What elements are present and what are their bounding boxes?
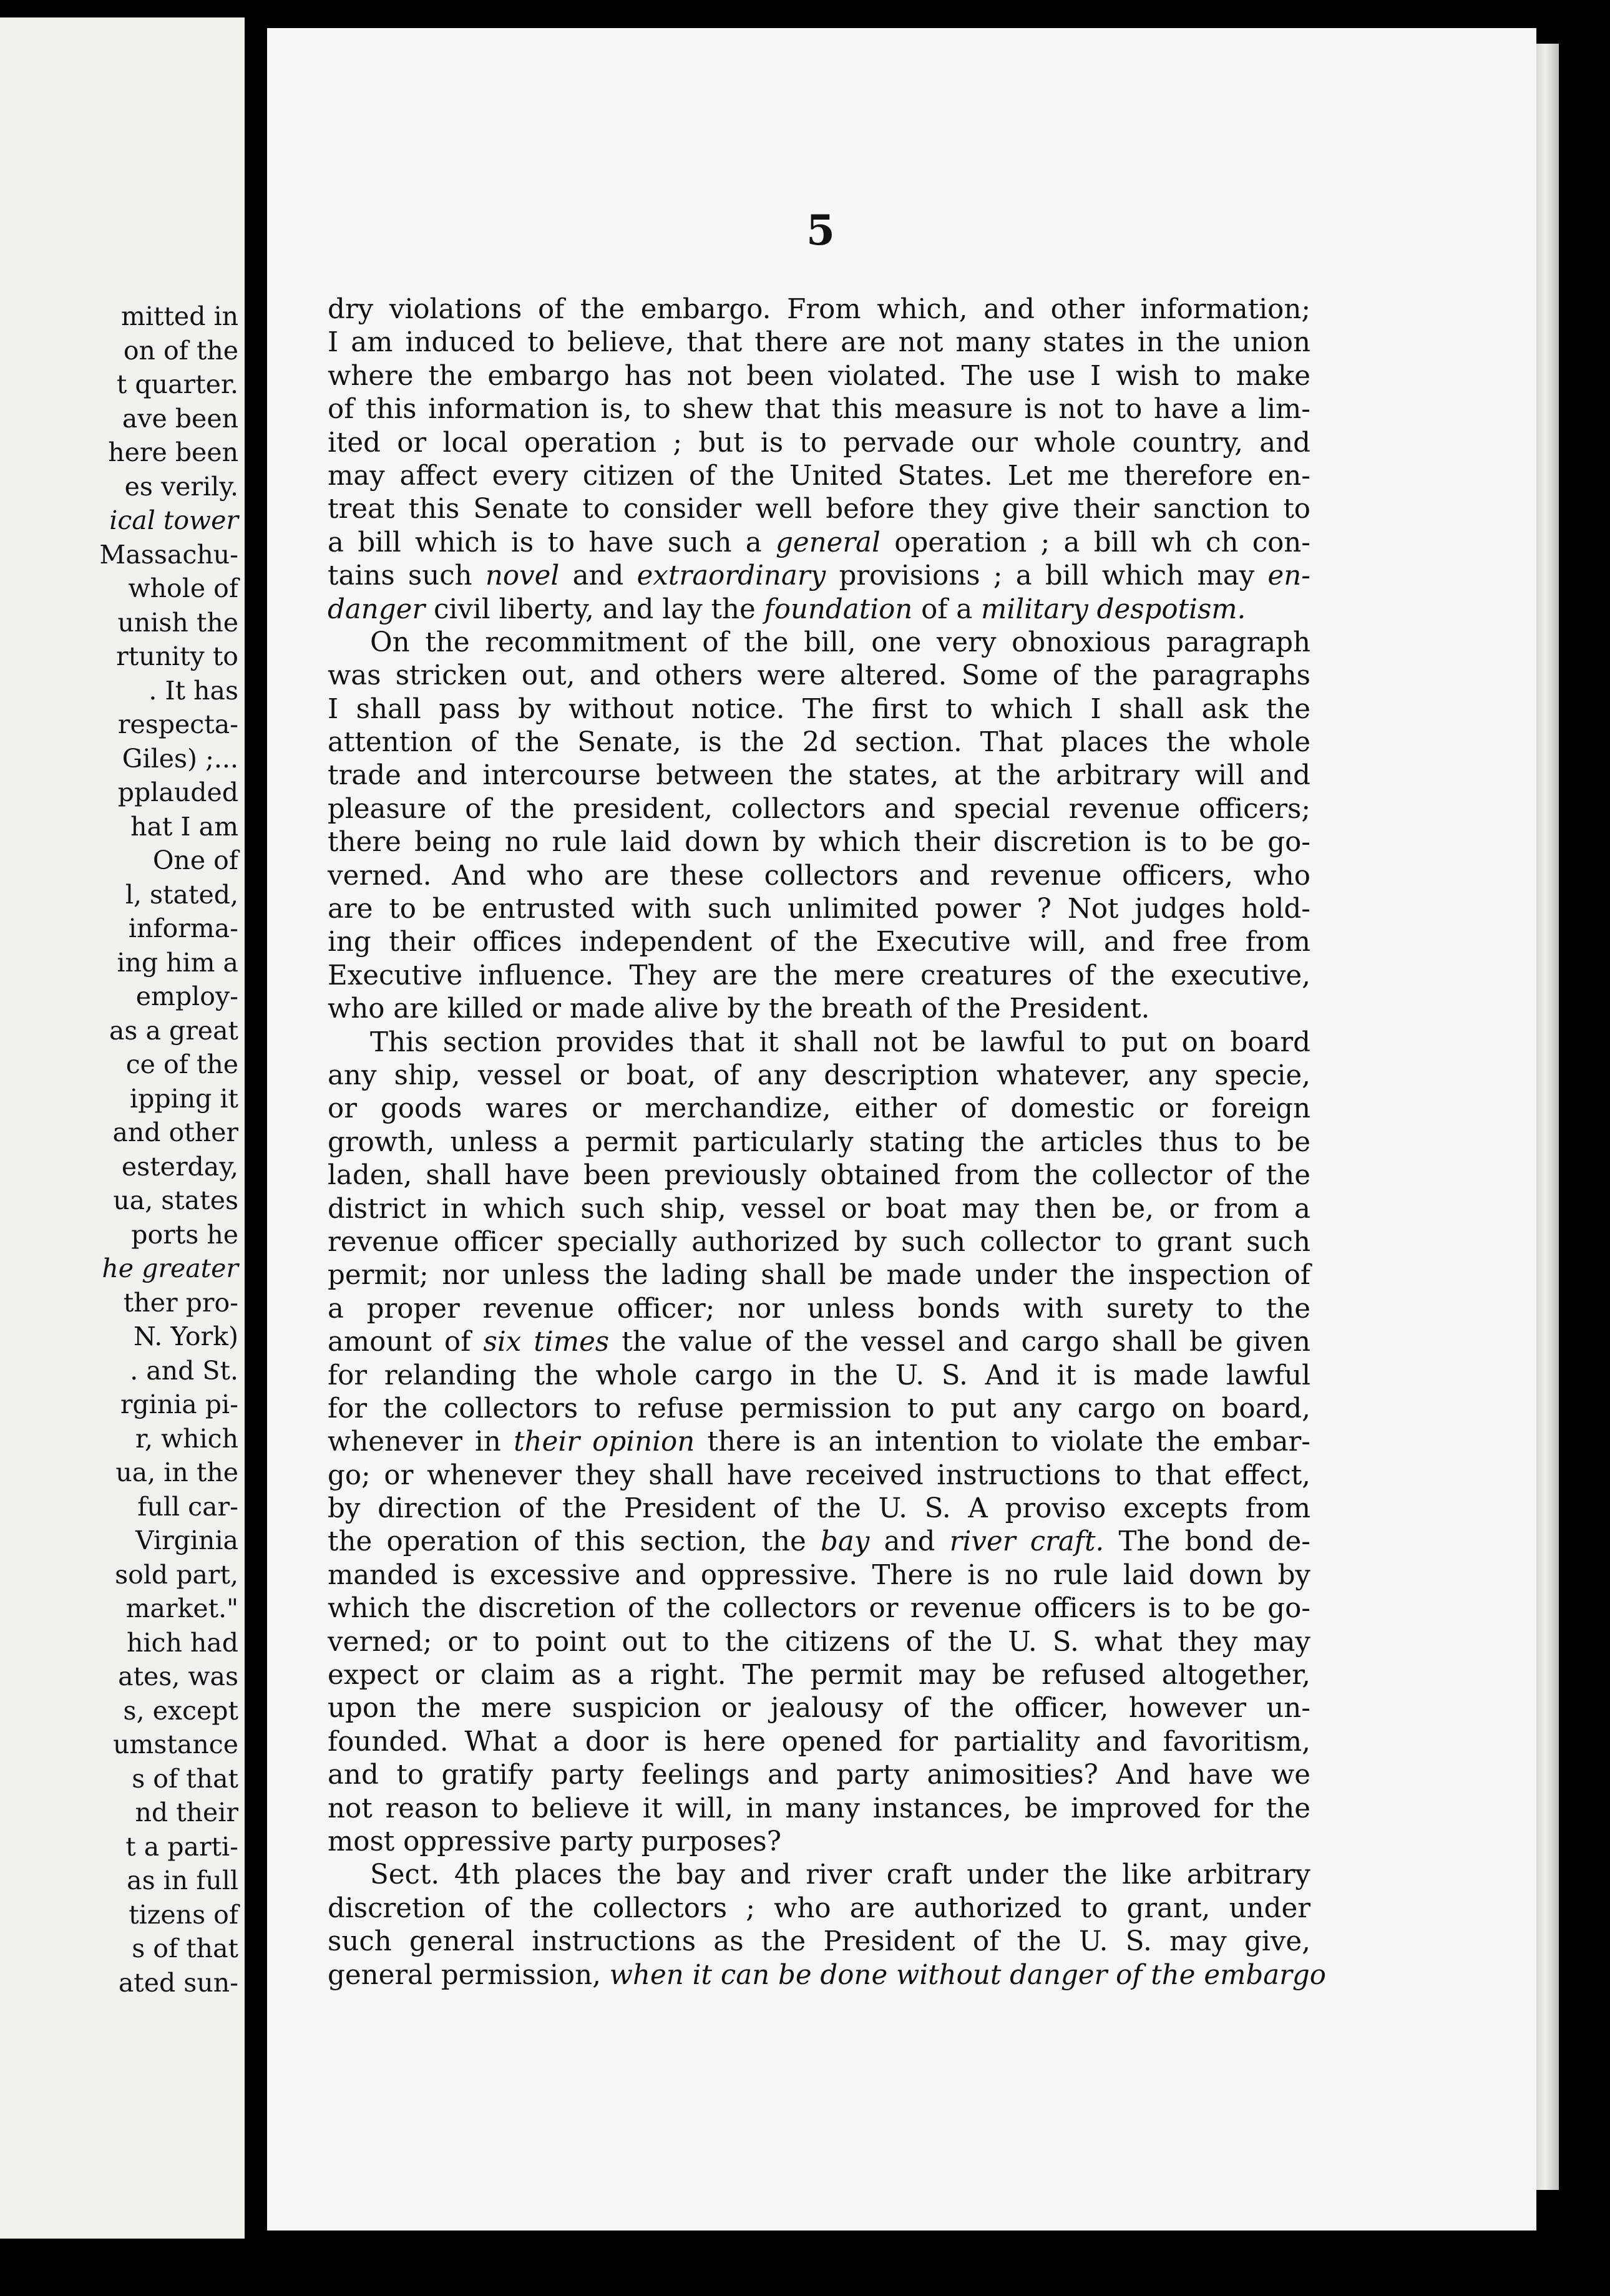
text-run: treat this Senate to consider well before they give their sanction to bbox=[328, 494, 1310, 525]
italic-text: bay bbox=[821, 1526, 870, 1558]
text-line bbox=[328, 693, 1310, 726]
text-line bbox=[328, 560, 1310, 593]
left-page-line: hich had bbox=[126, 1627, 238, 1658]
text-line bbox=[328, 626, 1310, 659]
text-run: verned. And who are these collectors and revenue officers, who bbox=[328, 860, 1310, 892]
left-page-line: ing him a bbox=[117, 947, 238, 978]
italic-text: novel bbox=[485, 560, 560, 592]
text-run: I am induced to believe, that there are not many states in the union bbox=[328, 327, 1310, 359]
text-run: attention of the Senate, is the 2d section. That places the whole bbox=[328, 727, 1310, 759]
italic-text: their opinion bbox=[514, 1426, 695, 1458]
left-page-line: esterday, bbox=[121, 1151, 238, 1182]
left-page-line: ua, in the bbox=[115, 1457, 238, 1487]
text-run: a bill which is to have such a bbox=[328, 527, 776, 558]
text-run: operation ; a bill wh ch con- bbox=[880, 527, 1310, 558]
text-line bbox=[328, 1059, 1310, 1092]
text-line bbox=[328, 1492, 1310, 1525]
left-page-line: here been bbox=[108, 437, 238, 467]
left-page-line: employ- bbox=[135, 981, 238, 1011]
left-page-line: full car- bbox=[137, 1491, 238, 1522]
text-line bbox=[328, 1726, 1310, 1759]
left-page-line: t quarter. bbox=[116, 369, 238, 399]
text-run: the value of the vessel and cargo shall be given bbox=[609, 1326, 1310, 1358]
text-run: of this information is, to shew that this measure is not to have a lim- bbox=[328, 394, 1310, 426]
text-run: verned; or to point out to the citizens of the U. S. what they may bbox=[328, 1626, 1310, 1658]
text-run: not reason to believe it will, in many instances, be improved for the bbox=[328, 1793, 1310, 1824]
text-line bbox=[328, 1159, 1310, 1192]
text-run: amount of bbox=[328, 1326, 484, 1358]
text-run: any ship, vessel or boat, of any description whatever, any specie, bbox=[328, 1059, 1310, 1091]
text-line bbox=[328, 1626, 1310, 1659]
page-number: 5 bbox=[806, 206, 835, 255]
text-line bbox=[328, 1193, 1310, 1226]
text-line bbox=[328, 360, 1310, 393]
text-run: or goods wares or merchandize, either of domestic or foreign bbox=[328, 1093, 1310, 1125]
text-run: the operation of this section, the bbox=[328, 1526, 821, 1558]
text-run: upon the mere suspicion or jealousy of the officer, however un- bbox=[328, 1693, 1310, 1724]
italic-text: military despotism. bbox=[981, 593, 1246, 625]
text-run: district in which such ship, vessel or boat may then be, or from a bbox=[328, 1193, 1310, 1225]
left-page-line: t a parti- bbox=[125, 1831, 238, 1862]
text-line bbox=[328, 1259, 1310, 1292]
left-page-line: ipping it bbox=[130, 1083, 238, 1114]
text-line bbox=[328, 1692, 1310, 1725]
text-line bbox=[328, 960, 1310, 993]
text-run: was stricken out, and others were altered. Some of the paragraphs bbox=[328, 660, 1310, 692]
text-run: ited or local operation ; but is to pervade our whole country, and bbox=[328, 427, 1310, 459]
text-line bbox=[328, 1126, 1310, 1159]
left-page-line: rtunity to bbox=[116, 641, 238, 671]
text-line bbox=[328, 460, 1310, 493]
left-page-line: One of bbox=[152, 845, 238, 875]
text-run: and bbox=[559, 560, 637, 592]
text-line bbox=[328, 427, 1310, 460]
left-page-line: hat I am bbox=[130, 811, 238, 842]
text-line bbox=[328, 1859, 1310, 1892]
left-page-line: s of that bbox=[132, 1934, 238, 1963]
left-page-line: market." bbox=[125, 1593, 238, 1623]
text-run: trade and intercourse between the states, at the arbitrary will and bbox=[328, 760, 1310, 792]
text-run: tains such bbox=[328, 560, 485, 592]
text-line bbox=[328, 793, 1310, 826]
text-run: growth, unless a permit particularly stating the articles thus to be bbox=[328, 1126, 1310, 1158]
left-page-line: mitted in bbox=[120, 301, 238, 331]
left-page-line: informa- bbox=[128, 913, 238, 943]
left-page-line: ports he bbox=[131, 1219, 238, 1250]
text-run: founded. What a door is here opened for partiality and favoritism, bbox=[328, 1726, 1310, 1758]
text-run: there is an intention to violate the embar- bbox=[695, 1426, 1310, 1458]
text-run: and bbox=[869, 1526, 950, 1558]
text-run: manded is excessive and oppressive. There is no rule laid down by bbox=[328, 1559, 1310, 1591]
text-line bbox=[328, 759, 1310, 792]
text-run: may affect every citizen of the United States. Let me therefore en- bbox=[328, 460, 1310, 492]
left-page-line: ua, states bbox=[113, 1185, 238, 1215]
left-page-line: unish the bbox=[117, 607, 238, 638]
text-line bbox=[328, 1393, 1310, 1426]
italic-text: general bbox=[775, 527, 881, 558]
text-line bbox=[328, 1525, 1310, 1559]
italic-text: foundation bbox=[764, 593, 913, 625]
text-line bbox=[328, 527, 1310, 560]
text-line bbox=[328, 1793, 1310, 1826]
text-run: a proper revenue officer; nor unless bonds with surety to the bbox=[328, 1293, 1310, 1325]
text-run: dry violations of the embargo. From which, and other information; bbox=[328, 294, 1310, 325]
text-line bbox=[328, 1759, 1310, 1792]
italic-text: six times bbox=[483, 1326, 610, 1358]
text-run: of a bbox=[912, 593, 982, 625]
left-page-line: N. York) bbox=[134, 1321, 238, 1351]
text-run: permit; nor unless the lading shall be made under the inspection of bbox=[328, 1260, 1310, 1292]
text-run: most oppressive party purposes? bbox=[328, 1826, 782, 1857]
book-gutter bbox=[245, 0, 262, 2296]
page-edge bbox=[1536, 44, 1559, 2190]
text-line bbox=[328, 1959, 1326, 1992]
text-line bbox=[328, 1459, 1310, 1492]
left-page-line: on of the bbox=[123, 335, 238, 366]
text-line bbox=[328, 293, 1310, 326]
left-page-line: Massachu- bbox=[99, 539, 238, 570]
text-line bbox=[328, 659, 1310, 693]
text-line bbox=[328, 926, 1310, 959]
text-line bbox=[328, 1293, 1310, 1326]
left-page-line: Virginia bbox=[135, 1525, 238, 1555]
italic-text: when it can be done without danger of the embargo bbox=[609, 1959, 1326, 1991]
left-page-line: ical tower bbox=[109, 505, 238, 535]
left-page-line: ave been bbox=[122, 403, 238, 434]
left-page-fragment bbox=[0, 17, 245, 2239]
text-line bbox=[328, 1592, 1310, 1625]
text-line bbox=[328, 1360, 1310, 1393]
left-page-line: l, stated, bbox=[125, 879, 238, 910]
left-page-line: es verily. bbox=[124, 471, 238, 502]
text-line bbox=[328, 826, 1310, 859]
left-page-line: ce of the bbox=[125, 1049, 238, 1079]
text-line bbox=[328, 1226, 1310, 1259]
text-run: revenue officer specially authorized by such collector to grant such bbox=[328, 1226, 1310, 1258]
italic-text: en- bbox=[1267, 560, 1310, 592]
text-run: where the embargo has not been violated. The use I wish to make bbox=[328, 360, 1310, 392]
left-page-line: he greater bbox=[102, 1253, 238, 1283]
text-line bbox=[328, 1826, 1310, 1859]
left-page-text-column bbox=[7, 299, 238, 2000]
text-line bbox=[328, 860, 1310, 893]
left-page-line: ther pro- bbox=[123, 1287, 238, 1318]
text-run: whenever in bbox=[328, 1426, 514, 1458]
left-page-line: nd their bbox=[135, 1797, 238, 1827]
text-run: This section provides that it shall not be lawful to put on board bbox=[370, 1026, 1310, 1058]
italic-text: river craft. bbox=[949, 1526, 1105, 1558]
text-line bbox=[328, 326, 1310, 359]
text-line bbox=[328, 1092, 1310, 1126]
text-run: laden, shall have been previously obtained from the collector of the bbox=[328, 1160, 1310, 1192]
italic-text: danger bbox=[328, 593, 426, 625]
text-run: On the recommitment of the bill, one very obnoxious paragraph bbox=[370, 626, 1310, 658]
text-line bbox=[328, 1026, 1310, 1059]
text-run: general permission, bbox=[328, 1959, 610, 1991]
text-line bbox=[328, 493, 1310, 526]
text-run: civil liberty, and lay the bbox=[425, 593, 764, 625]
left-page-line: rginia pi- bbox=[120, 1389, 238, 1419]
text-run: go; or whenever they shall have received instructions to that effect, bbox=[328, 1459, 1310, 1491]
left-page-line: r, which bbox=[135, 1423, 238, 1454]
text-run: expect or claim as a right. The permit may be refused altogether, bbox=[328, 1660, 1310, 1691]
text-run: I shall pass by without notice. The first to which I shall ask the bbox=[328, 693, 1310, 725]
left-page-line: s of that bbox=[132, 1763, 238, 1794]
left-page-line: and other bbox=[112, 1117, 238, 1147]
page-body-text bbox=[328, 293, 1326, 1992]
text-run: for the collectors to refuse permission to put any cargo on board, bbox=[328, 1393, 1310, 1424]
text-run: pleasure of the president, collectors and special revenue officers; bbox=[328, 793, 1310, 825]
left-page-line: whole of bbox=[128, 573, 238, 603]
text-line bbox=[328, 993, 1310, 1026]
left-page-line: as in full bbox=[127, 1865, 238, 1895]
text-run: such general instructions as the President of the U. S. may give, bbox=[328, 1926, 1310, 1958]
left-page-line: . and St. bbox=[130, 1355, 238, 1386]
text-run: discretion of the collectors ; who are authorized to grant, under bbox=[328, 1892, 1310, 1924]
text-line bbox=[328, 1659, 1310, 1692]
text-run: ing their offices independent of the Executive will, and free from bbox=[328, 927, 1310, 958]
text-run: The bond de- bbox=[1104, 1526, 1310, 1558]
text-run: there being no rule laid down by which their discretion is to be go- bbox=[328, 827, 1310, 859]
left-page-line: ated sun- bbox=[118, 1967, 238, 1998]
text-run: provisions ; a bill which may bbox=[826, 560, 1268, 592]
text-line bbox=[328, 1925, 1310, 1958]
left-page-line: tizens of bbox=[129, 1899, 238, 1930]
left-page-line: respecta- bbox=[117, 709, 238, 739]
text-run: for relanding the whole cargo in the U. S. And it is made lawful bbox=[328, 1360, 1310, 1391]
left-page-line: . It has bbox=[149, 675, 238, 706]
text-run: which the discretion of the collectors or revenue officers is to be go- bbox=[328, 1593, 1310, 1625]
text-line bbox=[328, 1426, 1310, 1459]
left-page-line: Giles) ;... bbox=[122, 743, 238, 774]
left-page-line: s, except bbox=[123, 1695, 238, 1726]
text-line bbox=[328, 1892, 1310, 1925]
text-line bbox=[328, 1326, 1310, 1359]
left-page-line: ates, was bbox=[118, 1661, 238, 1691]
text-run: and to gratify party feelings and party animosities? And have we bbox=[328, 1759, 1310, 1791]
text-run: by direction of the President of the U. S. A proviso excepts from bbox=[328, 1493, 1310, 1525]
left-page-line: as a great bbox=[109, 1015, 238, 1046]
text-line bbox=[328, 893, 1310, 926]
text-line bbox=[328, 726, 1310, 759]
text-line bbox=[328, 393, 1310, 426]
text-run: Executive influence. They are the mere creatures of the executive, bbox=[328, 960, 1310, 991]
left-page-line: pplauded bbox=[117, 777, 238, 807]
text-run: who are killed or made alive by the breath of the President. bbox=[328, 993, 1150, 1025]
text-run: Sect. 4th places the bay and river craft under the like arbitrary bbox=[370, 1859, 1310, 1891]
text-line bbox=[328, 1559, 1310, 1592]
text-run: are to be entrusted with such unlimited power ? Not judges hold- bbox=[328, 893, 1310, 925]
left-page-line: sold part, bbox=[115, 1559, 238, 1590]
left-page-line: umstance bbox=[113, 1729, 238, 1759]
text-line bbox=[328, 593, 1310, 626]
italic-text: extraordinary bbox=[637, 560, 826, 592]
